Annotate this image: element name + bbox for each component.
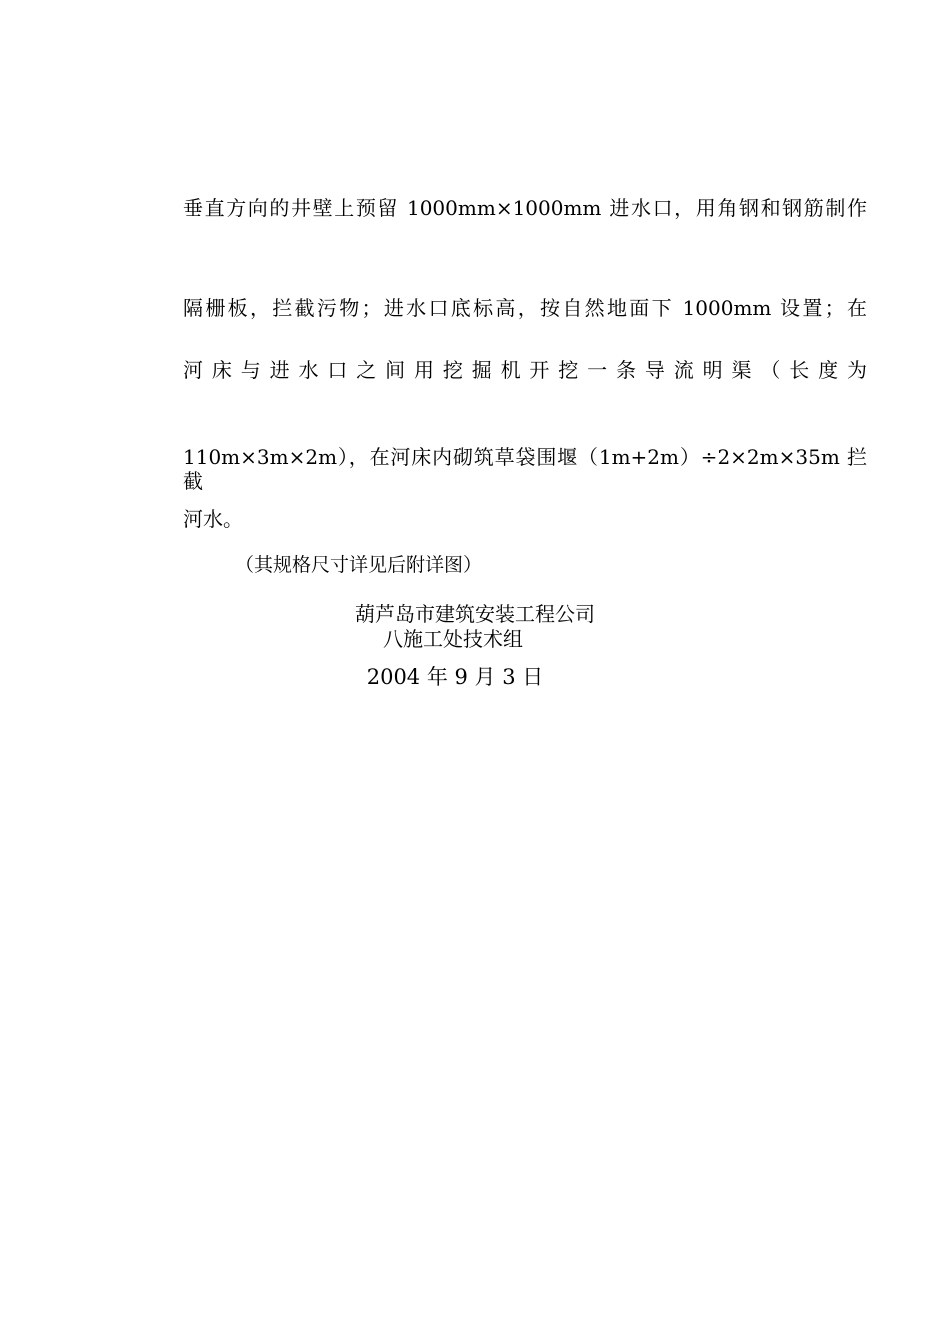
body-text-line: 隔栅板，拦截污物；进水口底标高，按自然地面下 1000mm 设置；在 [183, 296, 867, 320]
body-text-line: 110m×3m×2m），在河床内砌筑草袋围堰（1m+2m）÷2×2m×35m 拦截 [183, 445, 867, 493]
signature-department: 八施工处技术组 [383, 627, 523, 651]
body-text-line: 垂直方向的井壁上预留 1000mm×1000mm 进水口，用角钢和钢筋制作 [183, 196, 867, 220]
signature-date: 2004 年 9 月 3 日 [366, 665, 544, 689]
body-text-line: 河水。 [183, 507, 243, 531]
spec-note: （其规格尺寸详见后附详图） [235, 554, 483, 576]
body-text-line: 河床与进水口之间用挖掘机开挖一条导流明渠（长度为 [183, 358, 867, 382]
signature-company: 葫芦岛市建筑安装工程公司 [355, 602, 595, 626]
